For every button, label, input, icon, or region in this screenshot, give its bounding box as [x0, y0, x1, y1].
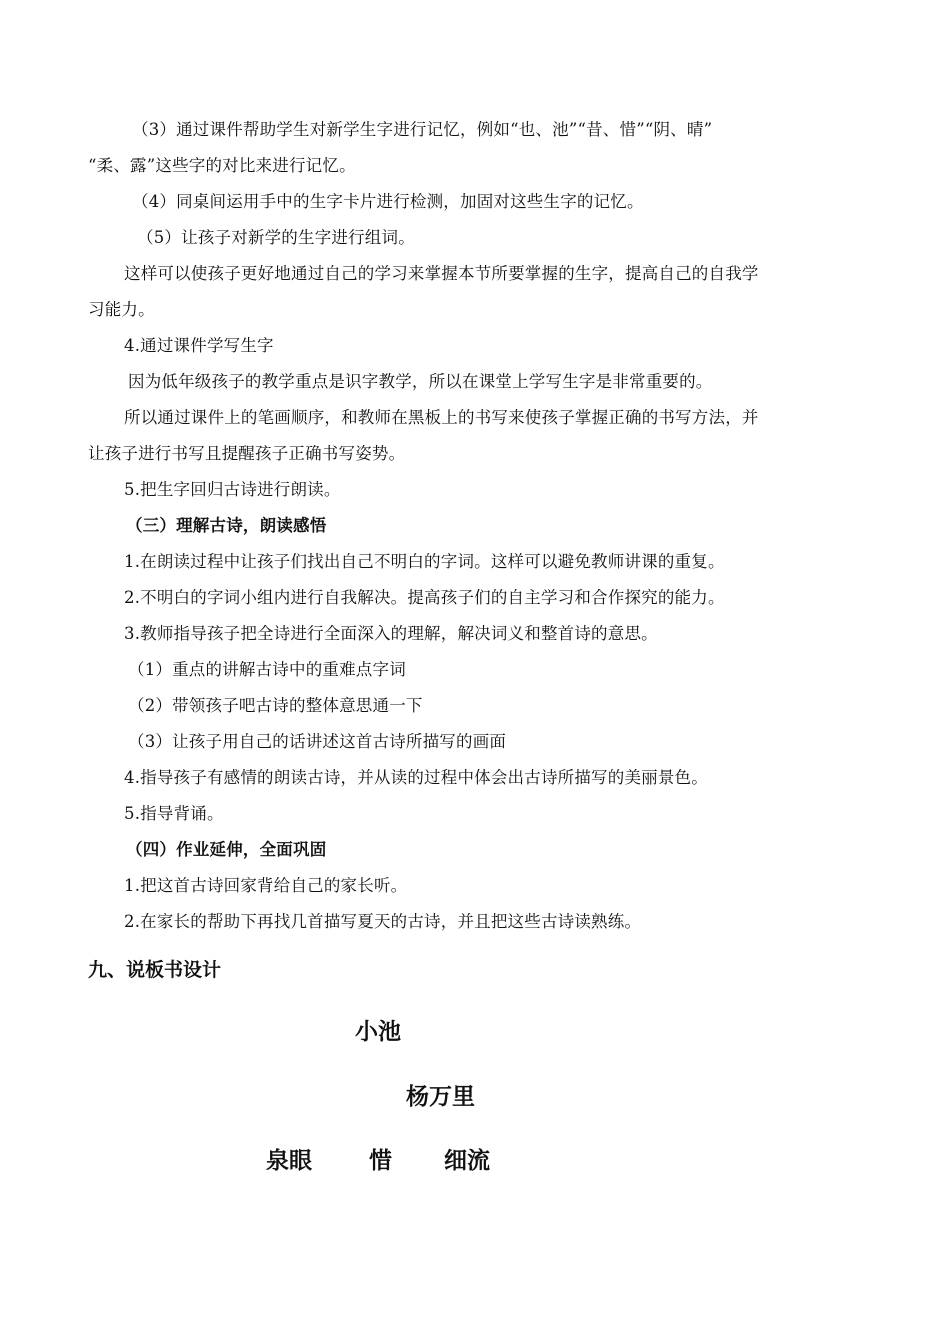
section-heading: 九、说板书设计	[88, 959, 222, 981]
paragraph-line: （5）让孩子对新学的生字进行组词。	[137, 228, 415, 247]
paragraph-line: （4）同桌间运用手中的生字卡片进行检测，加固对这些生字的记忆。	[132, 192, 644, 211]
list-item: 1.在朗读过程中让孩子们找出自己不明白的字词。这样可以避免教师讲课的重复。	[124, 552, 725, 571]
board-word: 泉眼	[266, 1148, 312, 1174]
list-item: （3）让孩子用自己的话讲述这首古诗所描写的画面	[128, 732, 507, 751]
list-item: 2.不明白的字词小组内进行自我解决。提高孩子们的自主学习和合作探究的能力。	[124, 588, 725, 607]
list-item: （2）带领孩子吧古诗的整体意思通一下	[128, 696, 423, 715]
paragraph-line: 习能力。	[88, 300, 155, 319]
list-item: 5.指导背诵。	[124, 804, 224, 823]
paragraph-line: 这样可以使孩子更好地通过自己的学习来掌握本节所要掌握的生字，提高自己的自我学	[124, 264, 759, 283]
board-word: 惜	[369, 1148, 392, 1174]
paragraph-line: 所以通过课件上的笔画顺序，和教师在黑板上的书写来使孩子掌握正确的书写方法，并	[124, 408, 759, 427]
paragraph-line: 因为低年级孩子的教学重点是识字教学，所以在课堂上学写生字是非常重要的。	[128, 372, 713, 391]
paragraph-line: “柔、露”这些字的对比来进行记忆。	[88, 156, 356, 175]
section-title: （四）作业延伸，全面巩固	[126, 840, 327, 859]
list-item: 1.把这首古诗回家背给自己的家长听。	[124, 876, 408, 895]
board-author: 杨万里	[406, 1084, 475, 1110]
paragraph-line: （3）通过课件帮助学生对新学生字进行记忆，例如“也、池”“昔、惜”“阴、晴”	[132, 120, 713, 139]
list-item: （1）重点的讲解古诗中的重难点字词	[128, 660, 406, 679]
paragraph-line: 4.通过课件学写生字	[124, 336, 274, 355]
paragraph-line: 让孩子进行书写且提醒孩子正确书写姿势。	[88, 444, 406, 463]
list-item: 2.在家长的帮助下再找几首描写夏天的古诗，并且把这些古诗读熟练。	[124, 912, 642, 931]
section-title: （三）理解古诗，朗读感悟	[126, 516, 327, 535]
list-item: 3.教师指导孩子把全诗进行全面深入的理解，解决词义和整首诗的意思。	[124, 624, 658, 643]
board-word: 细流	[444, 1148, 490, 1174]
board-title: 小池	[355, 1019, 401, 1045]
paragraph-line: 5.把生字回归古诗进行朗读。	[124, 480, 341, 499]
list-item: 4.指导孩子有感情的朗读古诗，并从读的过程中体会出古诗所描写的美丽景色。	[124, 768, 708, 787]
